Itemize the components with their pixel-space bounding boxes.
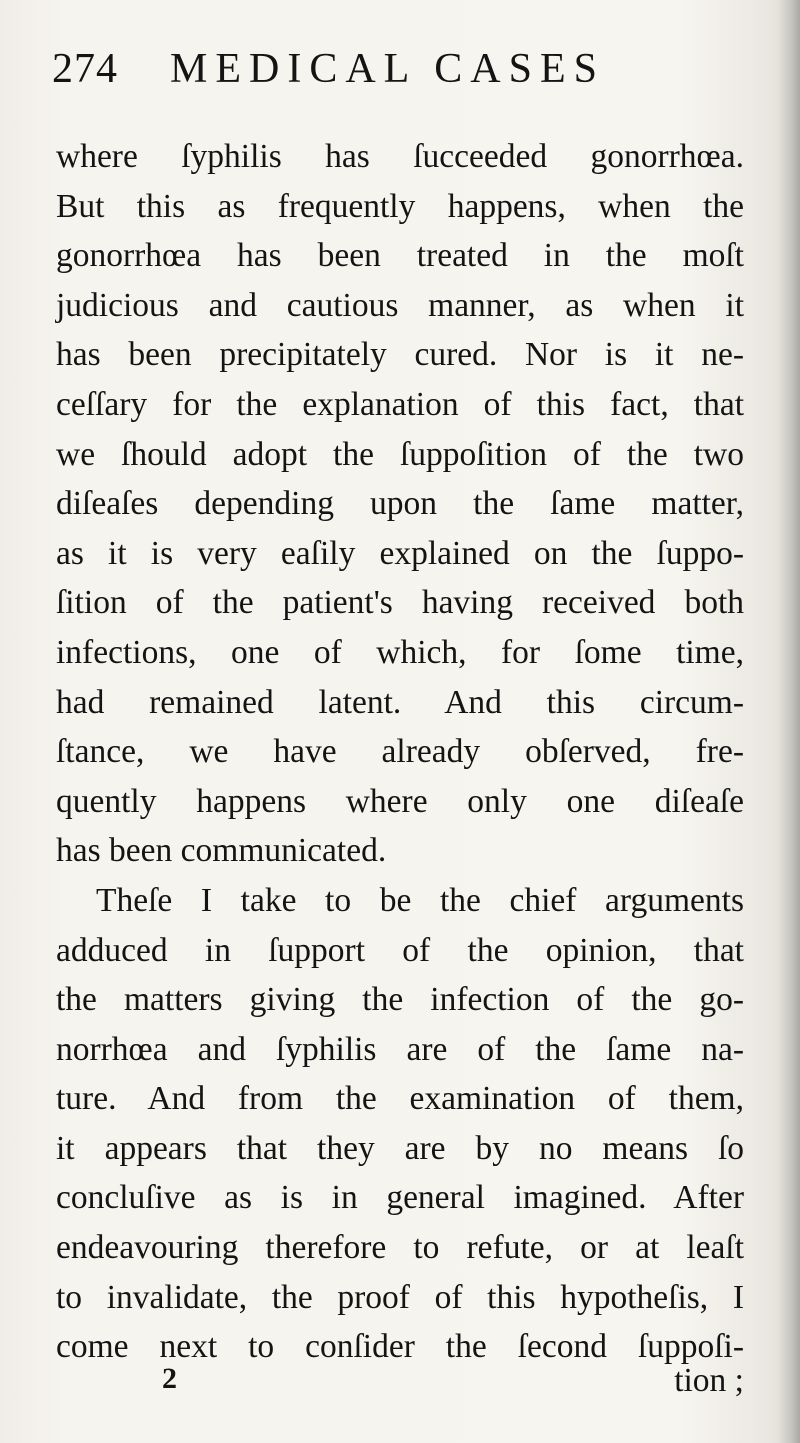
text-line: had remained latent. And this circum- <box>56 683 744 721</box>
text-line: ſtance, we have already obſerved, fre- <box>56 733 744 771</box>
page-footer <box>56 1362 744 1410</box>
page-header <box>52 45 752 105</box>
paragraph-first-line: Theſe I take to be the chief arguments <box>96 881 744 919</box>
text-line: quently happens where only one diſeaſe <box>56 782 744 820</box>
page-number: 274 <box>52 46 118 92</box>
text-line: ceſſary for the explanation of this fact, that <box>56 385 744 423</box>
text-line: concluſive as is in general imagined. After <box>56 1179 744 1217</box>
text-line: But this as frequently happens, when the <box>56 187 744 225</box>
text-line: gonorrhœa has been treated in the moſt <box>56 237 744 275</box>
text-line: has been precipitately cured. Nor is it ne- <box>56 336 744 374</box>
text-line: as it is very eaſily explained on the ſuppo- <box>56 534 744 572</box>
text-line: ture. And from the examination of them, <box>56 1080 744 1118</box>
text-line: to invalidate, the proof of this hypotheſis, I <box>56 1278 744 1316</box>
text-line: ſition of the patient's having received both <box>56 584 744 622</box>
text-line: norrhœa and ſyphilis are of the ſame na- <box>56 1030 744 1068</box>
page-edge-shadow <box>778 0 800 1443</box>
body-text <box>56 132 744 1372</box>
signature-mark: 2 <box>162 1362 177 1395</box>
catchword: tion ; <box>674 1362 744 1399</box>
text-line: the matters giving the infection of the go- <box>56 981 744 1019</box>
text-line: come next to conſider the ſecond ſuppoſi- <box>56 1328 744 1366</box>
text-line: it appears that they are by no means ſo <box>56 1129 744 1167</box>
text-line: has been communicated. <box>56 832 387 870</box>
text-line: infections, one of which, for ſome time, <box>56 633 744 671</box>
text-line: judicious and cautious manner, as when it <box>56 286 744 324</box>
text-line: diſeaſes depending upon the ſame matter, <box>56 485 744 523</box>
text-line: adduced in ſupport of the opinion, that <box>56 931 744 969</box>
running-head: MEDICAL CASES <box>170 46 605 92</box>
text-line: we ſhould adopt the ſuppoſition of the two <box>56 435 744 473</box>
text-line: endeavouring therefore to refute, or at leaſt <box>56 1229 744 1267</box>
text-line: where ſyphilis has ſucceeded gonorrhœa. <box>56 138 744 175</box>
